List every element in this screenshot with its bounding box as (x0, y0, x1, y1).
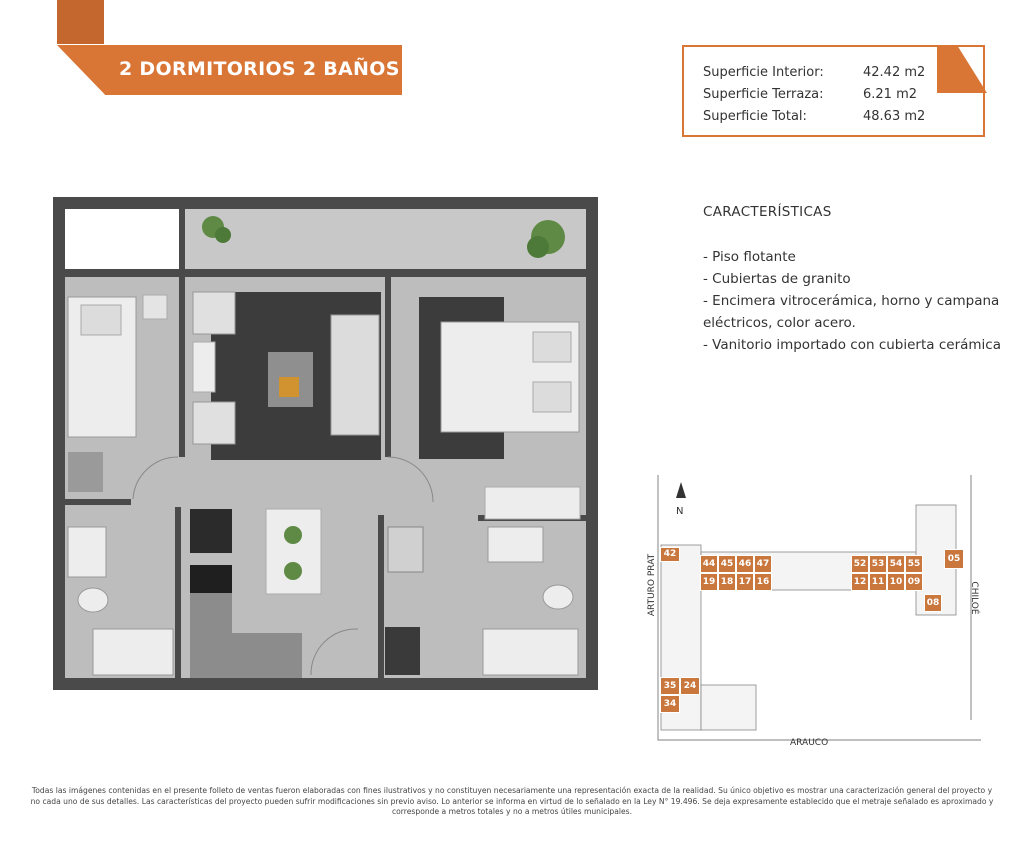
surface-label: Superficie Total: (703, 109, 807, 124)
armchair (193, 402, 235, 444)
toilet (543, 585, 573, 609)
unit-lot: 44 (700, 555, 718, 573)
unit-lot: 47 (754, 555, 772, 573)
unit-lot: 54 (887, 555, 905, 573)
characteristics-title: CARACTERÍSTICAS (703, 204, 832, 220)
bathtub (93, 629, 173, 675)
unit-lot: 16 (754, 573, 772, 591)
fridge (190, 509, 232, 553)
cooktop (190, 565, 232, 593)
unit-lot: 19 (700, 573, 718, 591)
desk (485, 487, 580, 519)
surface-value: 6.21 m2 (863, 87, 918, 102)
unit-lot: 35 (660, 677, 680, 695)
unit-lot: 18 (718, 573, 736, 591)
floor-plan (53, 197, 598, 690)
characteristic-item: - Piso flotante (703, 249, 796, 265)
disclaimer: Todas las imágenes contenidas en el presente folleto de ventas fueron elaboradas con fines ilustrativos y no constituyen necesariamente una representación exacta de la realidad. Su único objetivo es mostrar una caracterización general del proyecto y no cada uno de sus detalles. Las características del proyecto pueden sufrir modificaciones sin previo aviso. Lo anterior se informa en virtud de lo señalado en la Ley N° 19.496. Se deja expresamente establecido que el metraje señalado es aproximado y corresponde a metros totales y no a metros útiles municipales. (30, 786, 994, 816)
surface-value: 42.42 m2 (863, 65, 926, 80)
characteristic-item: - Vanitorio importado con cubierta cerámica (703, 337, 1001, 353)
dining-table (266, 509, 321, 594)
characteristic-item: - Encimera vitrocerámica, horno y campana (703, 293, 1000, 309)
surface-terrace-row (703, 87, 918, 102)
washer (385, 627, 420, 675)
unit-lot: 11 (869, 573, 887, 591)
counter (190, 593, 232, 678)
sofa (331, 315, 379, 435)
unit-lot: 24 (680, 677, 700, 695)
characteristic-item: eléctricos, color acero. (703, 315, 856, 331)
title-banner (57, 45, 402, 95)
street-west: ARTURO PRAT (647, 553, 657, 617)
unit-lot: 10 (887, 573, 905, 591)
terrace-void (65, 209, 179, 269)
surface-interior-row (703, 65, 926, 80)
street-east: CHILOÉ (969, 581, 979, 615)
bathtub (483, 629, 578, 675)
unit-lot: 08 (924, 594, 942, 612)
unit-lot: 55 (905, 555, 923, 573)
surface-label: Superficie Terraza: (703, 87, 824, 102)
surface-value: 48.63 m2 (863, 109, 926, 124)
unit-lot: 17 (736, 573, 754, 591)
unit-lot: 42 (660, 547, 680, 562)
unit-lot: 45 (718, 555, 736, 573)
page-title: 2 DORMITORIOS 2 BAÑOS (119, 58, 400, 80)
street-south: ARAUCO (790, 738, 829, 748)
unit-lot: 34 (660, 695, 680, 713)
armchair (193, 292, 235, 334)
unit-lot: 46 (736, 555, 754, 573)
terrace (179, 209, 586, 269)
north-label: N (676, 506, 684, 517)
surface-label: Superficie Interior: (703, 65, 824, 80)
banner-tab (57, 0, 104, 44)
toilet (78, 588, 108, 612)
vanity (68, 527, 106, 577)
unit-lot: 05 (944, 549, 964, 569)
unit-lot: 52 (851, 555, 869, 573)
unit-lot: 53 (869, 555, 887, 573)
surface-total-row (703, 109, 926, 124)
north-arrow-icon (676, 482, 686, 498)
unit-lot: 12 (851, 573, 869, 591)
characteristic-item: - Cubiertas de granito (703, 271, 851, 287)
vanity (488, 527, 543, 562)
unit-lot: 09 (905, 573, 923, 591)
nightstand (143, 295, 167, 319)
